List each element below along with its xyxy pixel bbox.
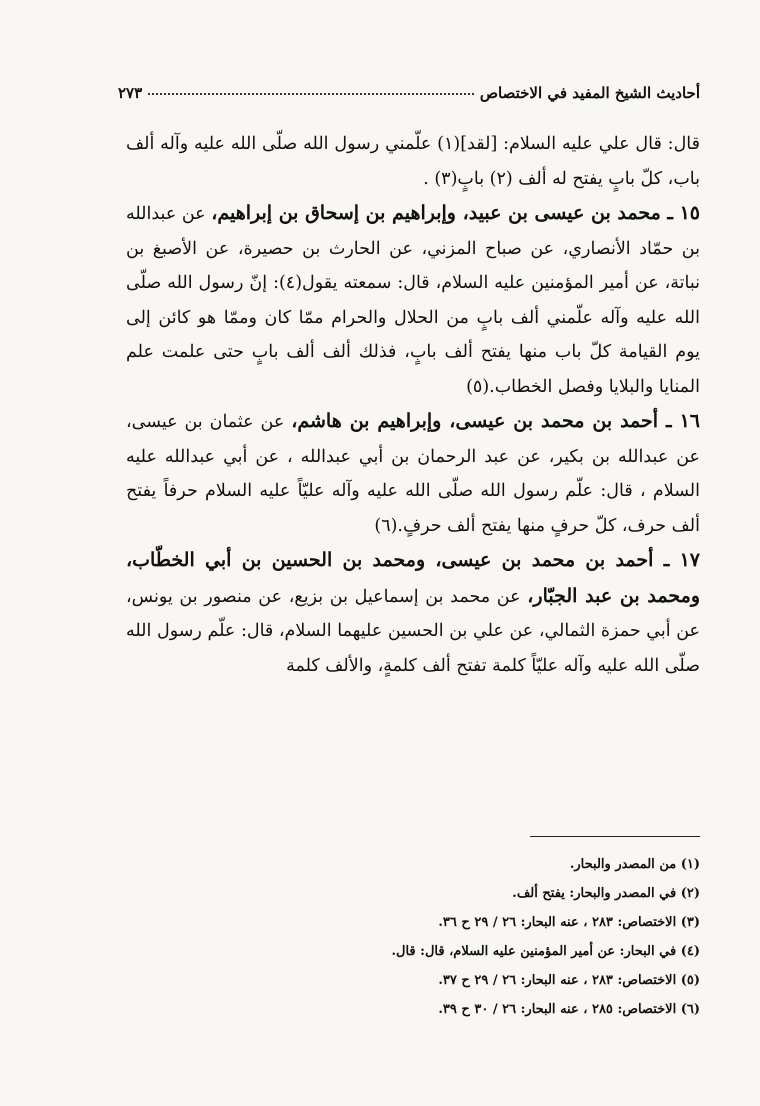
footnote-item: (٢) في المصدر والبحار: يفتح ألف. <box>512 886 700 901</box>
running-header <box>118 84 700 102</box>
header-title: أحاديث الشيخ المفيد في الاختصاص <box>479 84 700 102</box>
footnote-item: (٥) الاختصاص: ٢٨٣ ، عنه البحار: ٢٦ / ٢٩ ح ٣٧. <box>438 973 700 988</box>
footnote-item: (١) من المصدر والبحار. <box>569 857 700 872</box>
paragraph-head: ١٥ ـ محمد بن عيسى بن عبيد، وإبراهيم بن إسحاق بن إبراهيم، <box>211 202 700 224</box>
footnote-item: (٤) في البحار: عن أمير المؤمنين عليه السلام، قال: قال. <box>391 944 700 959</box>
footnote-divider <box>530 836 700 837</box>
main-text <box>126 126 700 683</box>
paragraph-head: ١٧ ـ أحمد بن محمد بن عيسى، ومحمد بن الحسين بن أبي الخطّاب، ومحمد بن عبد الجبّار، <box>126 549 700 607</box>
paragraph <box>126 196 700 404</box>
footnotes <box>300 850 700 1024</box>
paragraph <box>126 126 700 196</box>
footnote-item: (٣) الاختصاص: ٢٨٣ ، عنه البحار: ٢٦ / ٢٩ ح ٣٦. <box>438 915 700 930</box>
paragraph-text: عن محمد بن إسماعيل بن بزيع، عن منصور بن يونس، عن أبي حمزة الثمالي، عن علي بن الحسين عليهما السلام، قال: علّم رسول الله صلّى الله عليه وآله عليّاً كلمة تفتح ألف كلمةٍ، والألف كلمة <box>126 586 700 676</box>
footnote-item: (٦) الاختصاص: ٢٨٥ ، عنه البحار: ٢٦ / ٣٠ ح ٣٩. <box>438 1002 700 1017</box>
paragraph-text: عن عثمان بن عيسى، عن عبدالله بن بكير، عن عبد الرحمان بن أبي عبدالله ، عن أبي عبدالله عليه السلام ، قال: علّم رسول الله صلّى الله عليه وآله عليّاً عليه السلام حرفاً يفتح ألف حرف، كلّ حرفٍ منها يفتح ألف حرفٍ.(٦) <box>126 412 700 536</box>
paragraph-head: ١٦ ـ أحمد بن محمد بن عيسى، وإبراهيم بن هاشم، <box>291 410 700 432</box>
header-dot-leader <box>148 92 474 95</box>
paragraph-text: قال: قال علي عليه السلام: [لقد](١) علّمني رسول الله صلّى الله عليه وآله ألف باب، كلّ بابٍ يفتح له ألف (٢) بابٍ(٣) . <box>126 134 700 189</box>
paragraph <box>126 543 700 683</box>
paragraph <box>126 404 700 543</box>
page-number: ٢٧٣ <box>118 84 143 102</box>
paragraph-text: عن عبدالله بن حمّاد الأنصاري، عن صباح المزني، عن الحارث بن حصيرة، عن الأصبغ بن نباتة، عن أمير المؤمنين عليه السلام، قال: سمعته يقول(٤): إنّ رسول الله صلّى الله عليه وآله علّمني ألف بابٍ من الحلال والحرام ممّا كان وممّا هو كائن إلى يوم القيامة كلّ باب منها يفتح ألف بابٍ، فذلك ألف ألف بابٍ حتى علمت علم المنايا والبلايا وفصل الخطاب.(٥) <box>126 204 701 397</box>
